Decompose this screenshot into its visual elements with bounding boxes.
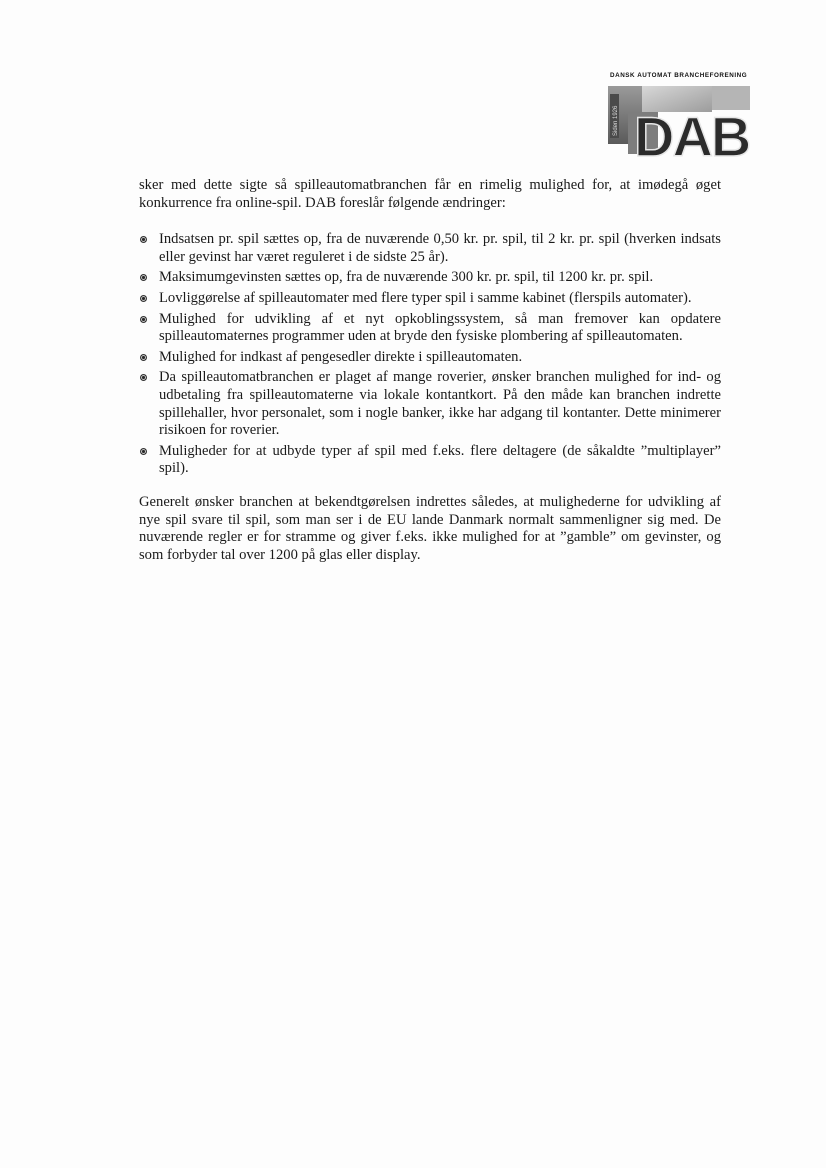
dab-logo bbox=[600, 70, 790, 162]
circle-bullet-icon bbox=[140, 316, 147, 323]
list-item-text: Mulighed for indkast af pengesedler direkte i spilleautomaten. bbox=[159, 348, 523, 365]
list-item-text: Muligheder for at udbyde typer af spil med f.eks. flere deltagere (de såkaldte ”multiplayer” spil). bbox=[159, 442, 721, 477]
list-item-text: Maksimumgevinsten sættes op, fra de nuværende 300 kr. pr. spil, til 1200 kr. pr. spil. bbox=[159, 269, 654, 286]
list-item bbox=[139, 290, 721, 308]
list-item-text: Mulighed for udvikling af et nyt opkoblingssystem, så man fremover kan opdatere spilleautomaternes programmer uden at bryde den fysiske plombering af spilleautomaten. bbox=[159, 310, 721, 345]
logo-side-text: Siden 1926 bbox=[613, 105, 619, 136]
list-item bbox=[139, 269, 721, 287]
circle-bullet-icon bbox=[140, 354, 147, 361]
list-item bbox=[139, 369, 721, 439]
org-name: DANSK AUTOMAT BRANCHEFORENING bbox=[610, 72, 748, 79]
intro-paragraph: sker med dette sigte så spilleautomatbranchen får en rimelig mulighed for, at imødegå øget konkurrence fra online-spil. DAB foreslår følgende ændringer: bbox=[139, 177, 721, 211]
circle-bullet-icon bbox=[140, 236, 147, 243]
list-item-text: Da spilleautomatbranchen er plaget af mange roverier, ønsker branchen mulighed for ind- og udbetaling fra spilleautomaterne via lokale kontantkort. På den måde kan branchen indrette spillehaller, hvor personalet, som i nogle banker, ikke har adgang til kontanter. Dette minimerer risikoen for roverier. bbox=[159, 369, 721, 439]
proposal-list bbox=[139, 231, 721, 478]
closing-paragraph: Generelt ønsker branchen at bekendtgørelsen indrettes således, at mulighederne for udvikling af nye spil svare til spil, som man ser i de EU lande Danmark normalt sammenligner sig med. De nuværende regler er for stramme og giver f.eks. ikke mulighed for at ”gamble” om gevinster, og som forbyder tal over 1200 på glas eller display. bbox=[139, 493, 721, 563]
list-item bbox=[139, 311, 721, 346]
list-item-text: Indsatsen pr. spil sættes op, fra de nuværende 0,50 kr. pr. spil, til 2 kr. pr. spil (hverken indsats eller gevinst har været reguleret i de sidste 25 år). bbox=[159, 231, 721, 265]
circle-bullet-icon bbox=[140, 274, 147, 281]
circle-bullet-icon bbox=[140, 374, 147, 381]
list-item-text: Lovliggørelse af spilleautomater med flere typer spil i samme kabinet (flerspils automater). bbox=[159, 289, 692, 306]
list-item bbox=[139, 231, 721, 266]
list-item bbox=[139, 443, 721, 478]
circle-bullet-icon bbox=[140, 448, 147, 455]
list-item bbox=[139, 349, 721, 367]
dab-logo-icon bbox=[600, 80, 790, 164]
document-body bbox=[139, 177, 721, 564]
circle-bullet-icon bbox=[140, 295, 147, 302]
logo-letters: DAB bbox=[634, 105, 750, 164]
